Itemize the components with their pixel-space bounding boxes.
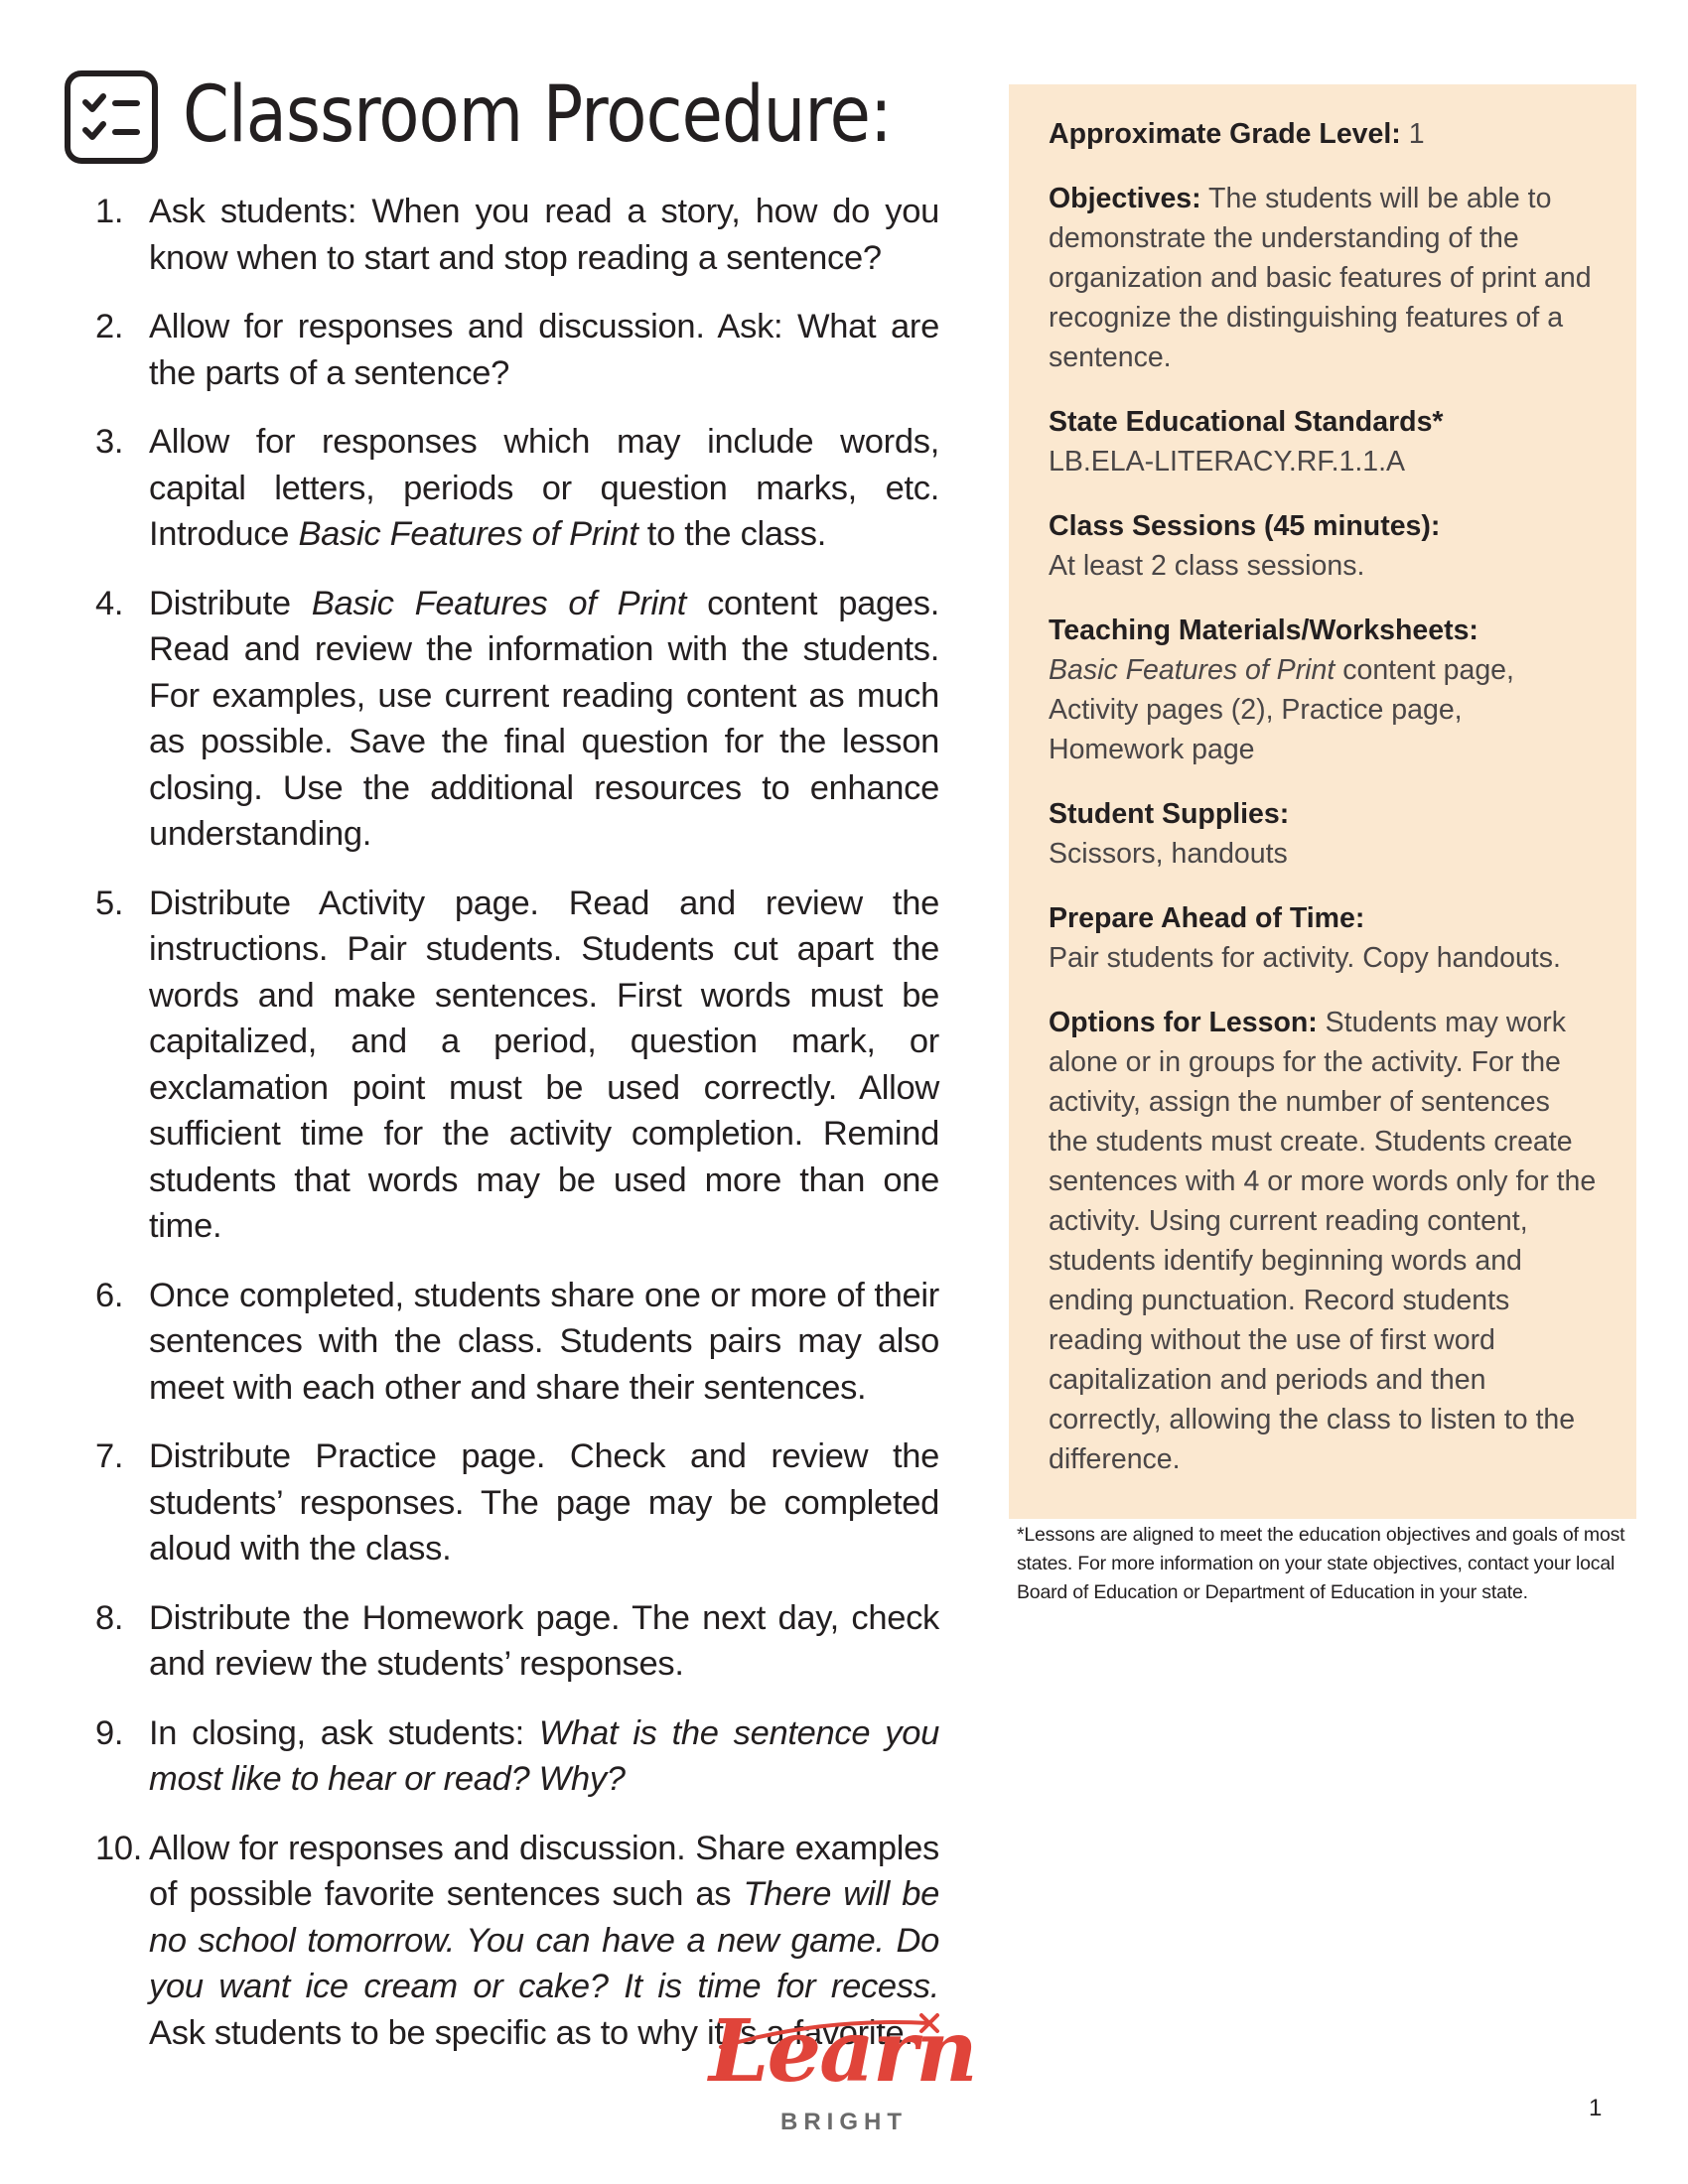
procedure-step <box>95 581 939 858</box>
procedure-steps <box>95 189 939 2079</box>
grade-level-value: 1 <box>1400 118 1425 150</box>
procedure-step <box>95 304 939 396</box>
page-title: Classroom Procedure: <box>183 70 892 160</box>
procedure-step <box>95 1273 939 1412</box>
step-text-run: Ask students: When you read a story, how do you know when to start and stop reading a sentence? <box>149 193 939 277</box>
teaching-materials-rest: content page, Activity pages (2), Practice page, Homework page <box>1049 654 1514 765</box>
standards <box>1049 402 1597 481</box>
step-text-italic: There will be no school tomorrow. You can have a new game. Do you want ice cream or cake? It is time for recess. <box>149 1875 939 2005</box>
teaching-materials <box>1049 611 1597 769</box>
step-number: 6. <box>95 1276 124 1314</box>
step-text <box>149 419 939 558</box>
lesson-info-panel <box>1009 84 1636 1519</box>
step-number: 2. <box>95 308 124 345</box>
lesson-options-text: Students may work alone or in groups for the activity. For the activity, assign the number of sentences the students must create. Students create sentences with 4 or more words only for the activity. Using current reading content, students identify beginning words and ending punctuation. Record students reading without the use of first word capitalization and periods and then correctly, allowing the class to listen to the difference. <box>1049 1007 1597 1475</box>
student-supplies <box>1049 794 1597 874</box>
step-number: 4. <box>95 584 124 622</box>
procedure-step <box>95 419 939 558</box>
class-sessions-text: At least 2 class sessions. <box>1049 550 1365 582</box>
standards-footnote: *Lessons are aligned to meet the education objectives and goals of most states. For more information on your state objectives, contact your local Board of Education or Department of Education in your state. <box>1017 1524 1625 1603</box>
student-supplies-text: Scissors, handouts <box>1049 838 1288 870</box>
page-number: 1 <box>1589 2095 1603 2121</box>
step-number: 8. <box>95 1598 124 1637</box>
objectives-label: Objectives: <box>1049 183 1201 214</box>
step-text-run: Allow for responses and discussion. Share examples of possible favorite sentences such as <box>149 1829 939 1913</box>
procedure-step <box>95 1433 939 1572</box>
objectives-text: The students will be able to demonstrate the understanding of the organization and basic features of print and recognize the distinguishing features of a sentence. <box>1049 183 1592 373</box>
step-text-italic: Basic Features of Print <box>298 515 638 553</box>
step-text-run: content pages. Read and review the information with the students. For examples, use current reading content as much as possible. Save the final question for the lesson closing. Use the additional resources to enhance understanding. <box>149 584 939 853</box>
teaching-materials-title: Basic Features of Print <box>1049 654 1336 686</box>
grade-level-label: Approximate Grade Level: <box>1049 118 1401 150</box>
standards-text: LB.ELA-LITERACY.RF.1.1.A <box>1049 446 1406 478</box>
checklist-icon <box>64 69 159 165</box>
step-number: 10. <box>95 1829 143 1867</box>
procedure-step <box>95 1710 939 1803</box>
prepare-ahead-text: Pair students for activity. Copy handouts. <box>1049 942 1561 974</box>
step-text <box>149 189 939 281</box>
step-text-run: Distribute the Homework page. The next day, check and review the students’ responses. <box>149 1598 939 1683</box>
prepare-ahead <box>1049 898 1597 978</box>
step-text-italic: What is the sentence you most like to hear or read? Why? <box>149 1713 940 1798</box>
standards-label: State Educational Standards* <box>1049 406 1444 438</box>
class-sessions-label: Class Sessions (45 minutes): <box>1049 510 1441 542</box>
logo-wordmark: Learn <box>709 2001 976 2102</box>
step-text-run: Distribute Activity page. Read and review the instructions. Pair students. Students cut apart the words and make sentences. First words must be capitalized, and a period, question mark, or exclamation point must be used correctly. Allow sufficient time for the activity completion. Remind students that words may be used more than one time. <box>149 884 939 1245</box>
prepare-ahead-label: Prepare Ahead of Time: <box>1049 902 1365 934</box>
step-text-run: Distribute <box>149 584 312 622</box>
teaching-materials-label: Teaching Materials/Worksheets: <box>1049 614 1478 646</box>
logo-subtitle: BRIGHT <box>780 2109 908 2135</box>
step-text-run: Allow for responses which may include words, capital letters, periods or question marks, etc. Introduce <box>149 423 939 553</box>
step-number: 7. <box>95 1437 124 1475</box>
step-text <box>149 881 939 1250</box>
step-text <box>149 304 939 396</box>
step-text <box>149 581 939 858</box>
learn-bright-logo <box>701 2001 979 2138</box>
objectives <box>1049 179 1597 377</box>
class-sessions <box>1049 506 1597 586</box>
grade-level <box>1049 114 1597 154</box>
step-text-italic: Basic Features of Print <box>311 584 687 622</box>
step-text-run: Distribute Practice page. Check and review the students’ responses. The page may be completed aloud with the class. <box>149 1437 939 1568</box>
step-number: 9. <box>95 1713 124 1752</box>
step-text-run: to the class. <box>637 515 826 553</box>
step-text-run: Ask students to be specific as to why it is a favorite. <box>149 2013 914 2052</box>
procedure-step <box>95 881 939 1250</box>
step-text-run: Once completed, students share one or more of their sentences with the class. Students pairs may also meet with each other and share their sentences. <box>149 1276 939 1407</box>
step-number: 5. <box>95 884 124 922</box>
lesson-options-label: Options for Lesson: <box>1049 1007 1318 1038</box>
lesson-options <box>1049 1003 1597 1479</box>
teaching-materials-text <box>1049 650 1597 769</box>
step-text-run: In closing, ask students: <box>149 1713 539 1752</box>
procedure-step <box>95 1595 939 1688</box>
step-text <box>149 1710 939 1803</box>
step-number: 1. <box>95 193 124 230</box>
student-supplies-label: Student Supplies: <box>1049 798 1290 830</box>
step-text <box>149 1595 939 1688</box>
step-text <box>149 1433 939 1572</box>
step-number: 3. <box>95 423 124 461</box>
title-icon-wrapper <box>64 69 159 165</box>
step-text-run: Allow for responses and discussion. Ask: What are the parts of a sentence? <box>149 308 939 392</box>
step-text <box>149 1273 939 1412</box>
procedure-step <box>95 189 939 281</box>
